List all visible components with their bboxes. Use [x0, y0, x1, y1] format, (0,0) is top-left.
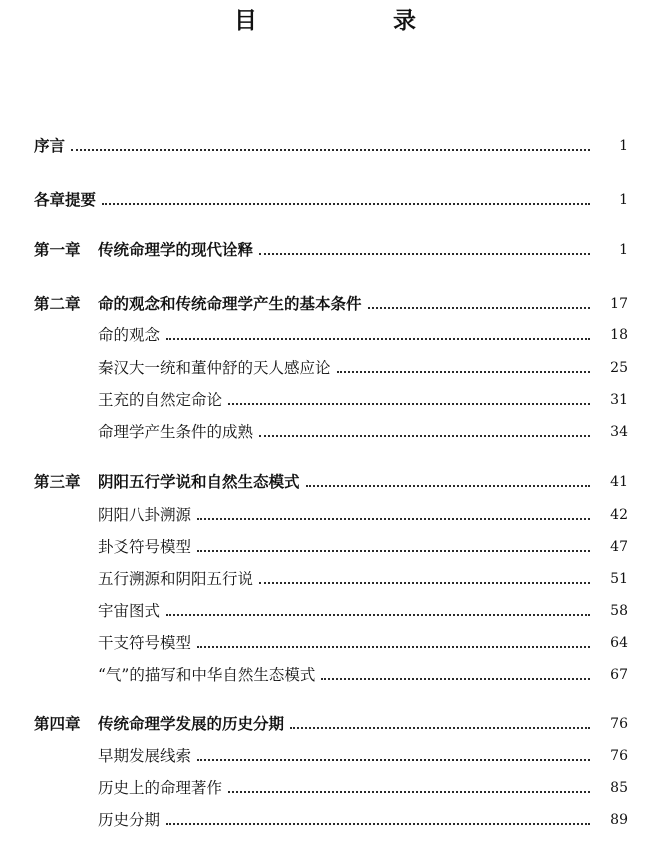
toc-entry-title: 阴阳五行学说和自然生态模式 — [98, 472, 300, 491]
chapter-number: 第三章 — [34, 472, 81, 491]
dot-leader — [259, 251, 590, 255]
toc-entry-title: 早期发展线索 — [98, 747, 192, 765]
toc-entry-title: 命理学产生条件的成熟 — [98, 423, 254, 441]
dot-leader — [228, 789, 590, 793]
toc-page-number: 89 — [610, 812, 628, 828]
toc-page-number: 41 — [610, 474, 628, 490]
toc-entry-section[interactable] — [0, 627, 650, 655]
dot-leader — [102, 201, 590, 205]
toc-page-number: 17 — [610, 296, 628, 312]
toc-entry-title: 序言 — [34, 136, 66, 155]
dot-leader — [321, 676, 590, 680]
toc-entry-section[interactable] — [0, 499, 650, 527]
toc-page-number: 67 — [610, 667, 628, 683]
chapter-number: 第一章 — [34, 240, 81, 259]
dot-leader — [166, 336, 590, 340]
page-title: 目 录 — [234, 7, 446, 34]
dot-leader — [337, 369, 590, 373]
chapter-number: 第二章 — [34, 294, 81, 313]
dot-leader — [166, 821, 590, 825]
toc-entry-title: 王充的自然定命论 — [98, 391, 223, 409]
toc-entry-title: 历史上的命理著作 — [98, 779, 223, 797]
toc-page-number: 58 — [610, 603, 628, 619]
toc-entry-title: 各章提要 — [34, 190, 97, 209]
toc-entry-title: 卦爻符号模型 — [98, 538, 192, 556]
toc-page-number: 31 — [610, 392, 628, 408]
toc-entry-title: 命的观念 — [98, 326, 161, 344]
toc-page-number: 47 — [610, 539, 628, 555]
toc-entry-title: 传统命理学发展的历史分期 — [98, 714, 285, 733]
toc-page-number: 34 — [610, 424, 628, 440]
toc-entry-title: 干支符号模型 — [98, 634, 192, 652]
dot-leader — [228, 401, 590, 405]
toc-entry-title: 五行溯源和阴阳五行说 — [98, 570, 254, 588]
toc-entry-title: 阴阳八卦溯源 — [98, 506, 192, 524]
toc-page-number: 51 — [610, 571, 628, 587]
toc-page-number: 42 — [610, 507, 628, 523]
toc-entry-chapter-4[interactable] — [0, 708, 650, 736]
toc-entry-chapter-3[interactable] — [0, 466, 650, 494]
toc-entry-section[interactable] — [0, 531, 650, 559]
dot-leader — [368, 305, 590, 309]
toc-page-number: 76 — [610, 748, 628, 764]
toc-entry-chapter-2[interactable] — [0, 288, 650, 316]
toc-page-number: 1 — [619, 192, 628, 208]
dot-leader — [259, 580, 590, 584]
toc-page-number: 1 — [619, 242, 628, 258]
toc-entry-title: 宇宙图式 — [98, 602, 161, 620]
dot-leader — [197, 757, 590, 761]
toc-entry-title: 命的观念和传统命理学产生的基本条件 — [98, 294, 362, 313]
dot-leader — [197, 516, 590, 520]
toc-page-number: 64 — [610, 635, 628, 651]
dot-leader — [197, 644, 590, 648]
toc-entry-title: 秦汉大一统和董仲舒的天人感应论 — [98, 359, 331, 377]
toc-entry-section[interactable] — [0, 319, 650, 347]
dot-leader — [71, 147, 590, 151]
toc-entry-section[interactable] — [0, 804, 650, 832]
dot-leader — [197, 548, 590, 552]
toc-entry-section[interactable] — [0, 740, 650, 768]
toc-page-number: 1 — [619, 138, 628, 154]
toc-entry-preface[interactable] — [0, 130, 650, 158]
toc-entry-section[interactable] — [0, 352, 650, 380]
toc-entry-chapter-1[interactable] — [0, 234, 650, 262]
toc-page-number: 18 — [610, 327, 628, 343]
toc-entry-section[interactable] — [0, 772, 650, 800]
dot-leader — [290, 725, 590, 729]
toc-page-number: 76 — [610, 716, 628, 732]
dot-leader — [166, 612, 590, 616]
toc-entry-section[interactable] — [0, 595, 650, 623]
toc-page-number: 25 — [610, 360, 628, 376]
chapter-number: 第四章 — [34, 714, 81, 733]
toc-entry-section[interactable] — [0, 563, 650, 591]
toc-page-number: 85 — [610, 780, 628, 796]
toc-entry-title: “气”的描写和中华自然生态模式 — [98, 666, 316, 684]
dot-leader — [259, 433, 590, 437]
toc-entry-title: 传统命理学的现代诠释 — [98, 240, 254, 259]
toc-entry-section[interactable] — [0, 384, 650, 412]
toc-entry-chapter-summaries[interactable] — [0, 184, 650, 212]
toc-entry-section[interactable] — [0, 659, 650, 687]
toc-entry-section[interactable] — [0, 416, 650, 444]
toc-entry-title: 历史分期 — [98, 811, 161, 829]
dot-leader — [306, 483, 590, 487]
